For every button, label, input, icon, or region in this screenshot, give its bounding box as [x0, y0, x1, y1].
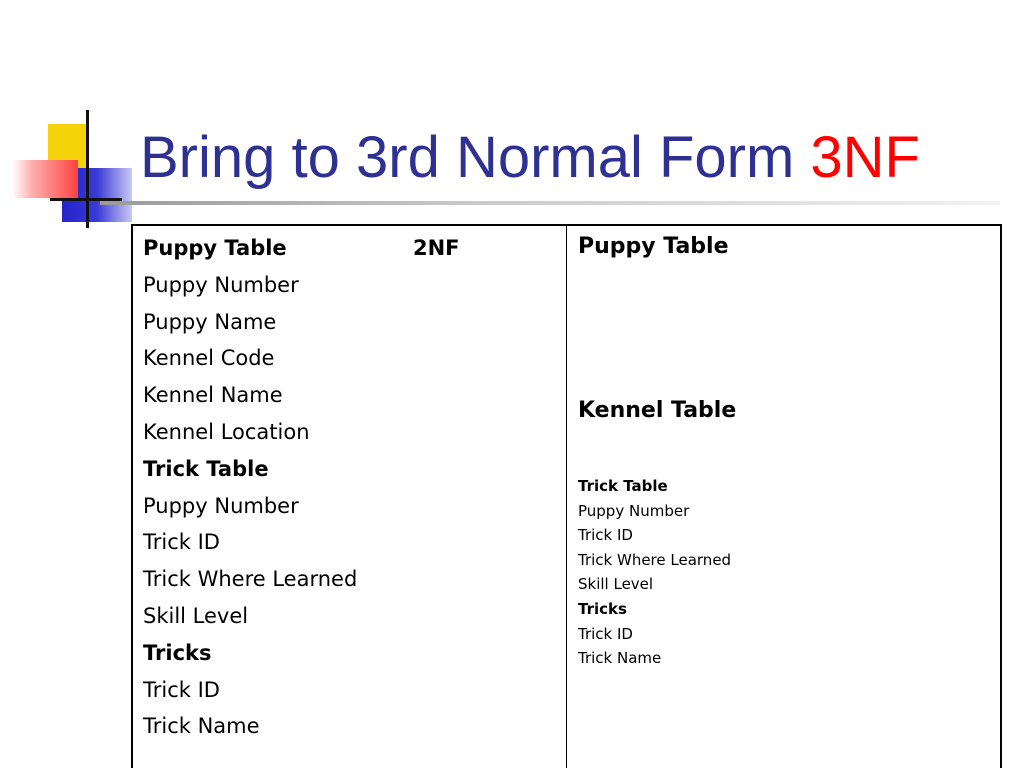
left-column-row: Kennel Name	[143, 383, 283, 408]
title-main: Bring to 3rd Normal Form	[140, 125, 811, 190]
left-header: Puppy Table	[143, 236, 287, 260]
column-divider	[566, 224, 567, 768]
right-header-kennel: Kennel Table	[578, 398, 737, 423]
left-rows	[143, 267, 553, 745]
left-column-row: Kennel Code	[143, 346, 275, 371]
left-column-row: Trick ID	[143, 677, 220, 702]
right-column-row: Puppy Number	[578, 501, 690, 520]
right-header-puppy: Puppy Table	[578, 234, 729, 259]
left-column	[143, 230, 553, 745]
logo-vertical-line	[86, 110, 89, 228]
left-column-row: Trick Where Learned	[143, 567, 358, 592]
right-rows	[578, 474, 731, 671]
right-column-row: Trick Where Learned	[578, 550, 732, 569]
left-column-row: Puppy Number	[143, 272, 299, 297]
logo-red-square	[12, 160, 78, 198]
left-column-row: Tricks	[143, 640, 212, 665]
title-accent: 3NF	[810, 125, 920, 190]
left-column-row: Puppy Name	[143, 309, 277, 334]
slide-title	[140, 122, 920, 194]
right-column-row: Trick ID	[578, 624, 633, 643]
left-column-row: Skill Level	[143, 603, 249, 628]
right-column-row: Skill Level	[578, 575, 654, 594]
left-header-row	[143, 230, 553, 267]
right-column-row: Trick Table	[578, 477, 668, 495]
left-column-row: Trick Name	[143, 714, 260, 739]
left-column-row: Puppy Number	[143, 493, 299, 518]
right-column-row: Trick ID	[578, 526, 633, 545]
left-column-row: Trick ID	[143, 530, 220, 555]
right-column-row: Tricks	[578, 599, 627, 618]
right-column-row: Trick Name	[578, 649, 662, 668]
left-column-row: Trick Table	[143, 456, 269, 481]
left-header-tag: 2NF	[413, 236, 460, 260]
title-underline	[100, 201, 1000, 205]
left-column-row: Kennel Location	[143, 419, 310, 444]
